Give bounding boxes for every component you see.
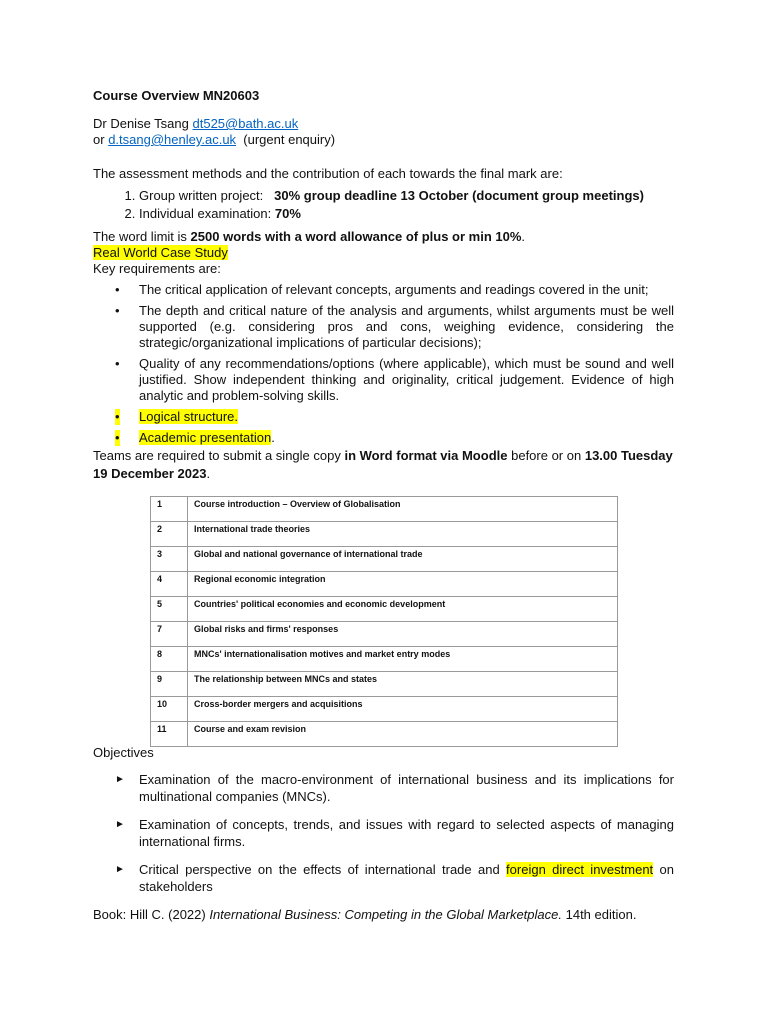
table-row bbox=[151, 672, 618, 697]
assessment-intro: The assessment methods and the contribution of each towards the final mark are: bbox=[93, 166, 563, 181]
book-title: International Business: Competing in the Global Marketplace. bbox=[209, 907, 562, 922]
topic-number: 8 bbox=[151, 647, 188, 672]
assessment-item bbox=[139, 188, 674, 204]
requirement-suffix: . bbox=[271, 430, 275, 445]
table-row bbox=[151, 697, 618, 722]
requirement-text: The critical application of relevant concepts, arguments and readings covered in the unit; bbox=[139, 282, 649, 297]
topic-title: Course introduction – Overview of Globalisation bbox=[188, 497, 618, 522]
submission-middle: before or on bbox=[511, 448, 582, 463]
assessment-item bbox=[139, 206, 674, 222]
topic-title: Countries' political economies and economic development bbox=[188, 597, 618, 622]
topic-title: Cross-border mergers and acquisitions bbox=[188, 697, 618, 722]
objective-highlight: foreign direct investment bbox=[506, 862, 654, 877]
topic-title: Global risks and firms' responses bbox=[188, 622, 618, 647]
lecturer-line bbox=[93, 116, 674, 132]
table-row bbox=[151, 522, 618, 547]
topic-title: MNCs' internationalisation motives and market entry modes bbox=[188, 647, 618, 672]
submission-format: in Word format via Moodle bbox=[344, 448, 508, 463]
word-limit-prefix: The word limit is bbox=[93, 229, 187, 244]
topic-title: Course and exam revision bbox=[188, 722, 618, 747]
topic-number: 11 bbox=[151, 722, 188, 747]
table-row bbox=[151, 597, 618, 622]
requirement-text: Logical structure. bbox=[139, 409, 238, 424]
table-row bbox=[151, 622, 618, 647]
word-limit-suffix: . bbox=[521, 229, 526, 244]
assessment-list bbox=[93, 188, 674, 222]
triangle-right-icon: ► bbox=[115, 819, 125, 830]
objectives-heading: Objectives bbox=[93, 745, 154, 760]
table-row bbox=[151, 722, 618, 747]
topic-number: 9 bbox=[151, 672, 188, 697]
requirement-text: The depth and critical nature of the analysis and arguments, whilst arguments must be well supported (e.g. considering pros and cons, weighing evidence, considering the strategic/organizational implications of particular decisions); bbox=[139, 303, 674, 350]
topic-number: 10 bbox=[151, 697, 188, 722]
triangle-right-icon: ► bbox=[115, 774, 125, 785]
submission-prefix: Teams are required to submit a single copy bbox=[93, 448, 341, 463]
assessment-label: Individual examination: bbox=[139, 206, 272, 221]
objective-text-end: on stakeholders bbox=[139, 862, 674, 894]
table-row bbox=[151, 547, 618, 572]
objective-text: Examination of the macro-environment of international business and its implications for multinational companies (MNCs). bbox=[139, 772, 674, 804]
submission-suffix: . bbox=[206, 466, 211, 481]
bullet-icon: • bbox=[115, 356, 120, 371]
topic-number: 3 bbox=[151, 547, 188, 572]
email-secondary-link[interactable]: d.tsang@henley.ac.uk bbox=[108, 132, 237, 147]
requirement-item bbox=[93, 303, 674, 351]
submission-text bbox=[93, 447, 674, 483]
email-primary-link[interactable]: dt525@bath.ac.uk bbox=[192, 116, 299, 131]
requirement-item bbox=[93, 356, 674, 404]
topic-title: The relationship between MNCs and states bbox=[188, 672, 618, 697]
topic-title: Global and national governance of international trade bbox=[188, 547, 618, 572]
triangle-right-icon: ► bbox=[115, 864, 125, 875]
alt-email-line bbox=[93, 132, 674, 148]
assessment-detail: 70% bbox=[274, 206, 301, 221]
requirement-text: Academic presentation bbox=[139, 430, 272, 445]
lecturer-name: Dr Denise Tsang bbox=[93, 116, 189, 131]
word-limit bbox=[93, 229, 674, 245]
objective-text: Examination of concepts, trends, and issues with regard to selected aspects of managing international firms. bbox=[139, 817, 674, 849]
key-requirements-label: Key requirements are: bbox=[93, 261, 221, 276]
page-title: Course Overview MN20603 bbox=[93, 88, 260, 103]
case-study-highlight: Real World Case Study bbox=[93, 245, 228, 260]
objective-text: Critical perspective on the effects of international trade and bbox=[139, 862, 507, 877]
objectives-list bbox=[93, 771, 674, 895]
topics-table bbox=[150, 496, 618, 747]
requirement-item bbox=[93, 430, 674, 446]
bullet-icon: • bbox=[115, 303, 120, 318]
topic-number: 1 bbox=[151, 497, 188, 522]
assessment-label: Group written project: bbox=[139, 188, 264, 203]
submission-deadline: 13.00 Tuesday 19 December 2023 bbox=[93, 448, 673, 481]
or-label: or bbox=[93, 132, 105, 147]
bullet-icon: • bbox=[115, 430, 120, 445]
topic-number: 5 bbox=[151, 597, 188, 622]
table-row bbox=[151, 497, 618, 522]
topic-number: 7 bbox=[151, 622, 188, 647]
objectives-section bbox=[93, 744, 674, 923]
requirement-text: Quality of any recommendations/options (where applicable), which must be sound and well justified. Show independent thinking and originality, critical judgement. Evidence of high analytic and problem-solving skills. bbox=[139, 356, 674, 403]
bullet-icon: • bbox=[115, 409, 120, 424]
book-label: Book: Hill C. (2022) bbox=[93, 907, 206, 922]
requirement-item bbox=[93, 409, 674, 425]
topic-number: 4 bbox=[151, 572, 188, 597]
table-row bbox=[151, 572, 618, 597]
topic-title: International trade theories bbox=[188, 522, 618, 547]
bullet-icon: • bbox=[115, 282, 120, 297]
topic-number: 2 bbox=[151, 522, 188, 547]
requirement-item bbox=[93, 282, 674, 298]
case-study-line bbox=[93, 245, 674, 261]
word-limit-value: 2500 words with a word allowance of plus or min 10% bbox=[190, 229, 522, 244]
book-edition: 14th edition. bbox=[565, 907, 637, 922]
objective-item bbox=[93, 771, 674, 805]
topic-title: Regional economic integration bbox=[188, 572, 618, 597]
urgent-note: (urgent enquiry) bbox=[243, 132, 336, 147]
objective-item bbox=[93, 816, 674, 850]
objective-item bbox=[93, 861, 674, 895]
requirements-list bbox=[93, 282, 674, 446]
assessment-detail: 30% group deadline 13 October (document group meetings) bbox=[274, 188, 644, 203]
book-reference bbox=[93, 906, 674, 923]
table-row bbox=[151, 647, 618, 672]
document-body bbox=[93, 88, 674, 483]
